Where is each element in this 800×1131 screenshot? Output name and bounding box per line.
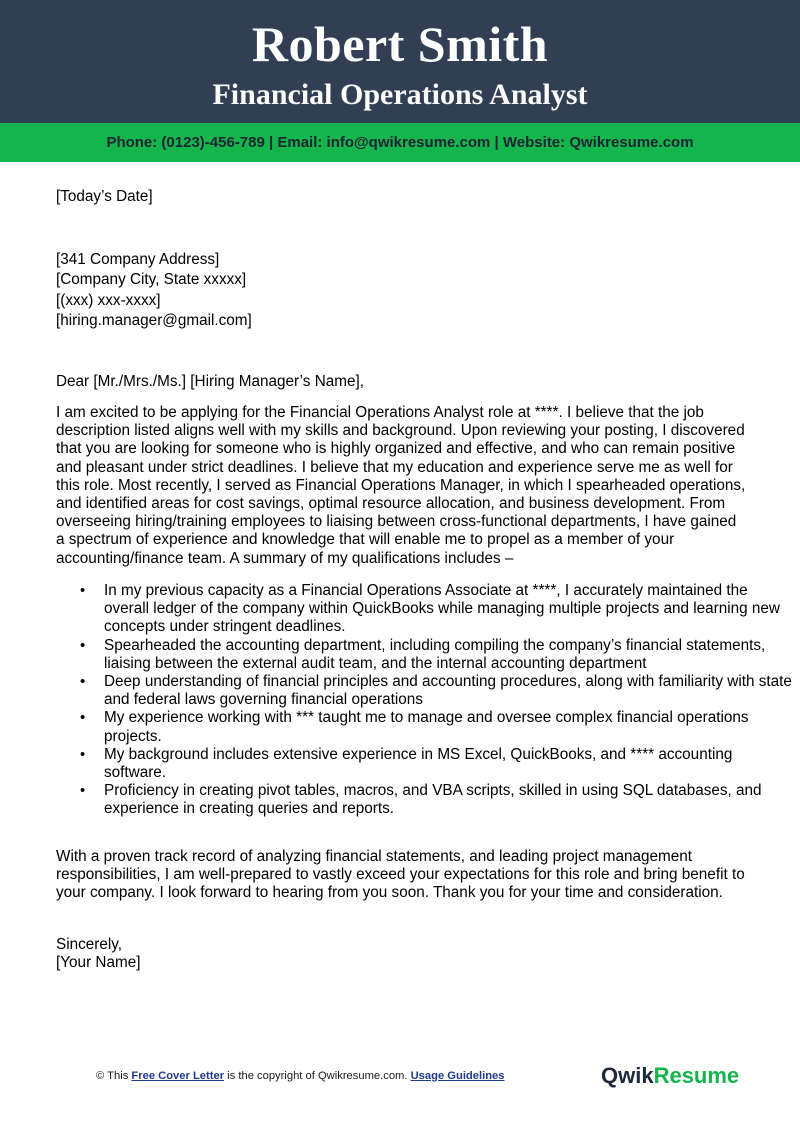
list-item-text: My background includes extensive experience in MS Excel, QuickBooks, and **** accounting software. — [104, 745, 733, 782]
list-item — [80, 782, 794, 818]
letter-date: [Today’s Date] — [56, 188, 153, 205]
address-line: [hiring.manager@gmail.com] — [56, 312, 252, 330]
list-item — [80, 582, 794, 637]
list-item-text: Proficiency in creating pivot tables, macros, and VBA scripts, skilled in using SQL databases, and experience in creating queries and reports. — [104, 782, 762, 818]
brand-logo-part2: Resume — [653, 1063, 740, 1088]
greeting: Dear [Mr./Mrs./Ms.] [Hiring Manager’s Name], — [56, 373, 364, 390]
list-item — [80, 636, 794, 673]
copyright-middle: is the copyright of Qwikresume.com. — [224, 1070, 411, 1082]
brand-logo — [601, 1062, 739, 1090]
list-item-text: Deep understanding of financial principles and accounting procedures, along with familiarity with state and federal laws governing financial operations — [104, 673, 792, 709]
qualifications-list — [56, 582, 794, 819]
letter-header — [0, 0, 800, 123]
bullet-icon: • — [80, 709, 86, 727]
closing-paragraph: With a proven track record of analyzing financial statements, and leading project management responsibilities, I am well-prepared to vastly exceed your expectations for this role and bring benefit to your company. I look forward to hearing from you soon. Thank you for your time and consideration. — [56, 848, 745, 902]
bullet-icon: • — [80, 582, 86, 599]
intro-paragraph: I am excited to be applying for the Financial Operations Analyst role at ****. I believe that the job description listed aligns well with my skills and background. Upon reviewing your posting, I discovered that you are looking for someone who is highly organized and effective, and who can remain positive and pleasant under strict deadlines. I believe that my education and experience serve me as well for this role. Most recently, I served as Financial Operations Manager, in which I spearheaded operations, and identified areas for cost savings, optimal resource allocation, and business development. From overseeing hiring/training employees to liaising between cross-functional departments, I have gained a spectrum of experience and knowledge that will enable me to propel as a member of your accounting/finance team. A summary of my qualifications includes – — [56, 404, 746, 567]
signature: [Your Name] — [56, 954, 141, 972]
list-item — [80, 709, 794, 745]
copyright-note — [96, 1070, 504, 1082]
list-item-text: Spearheaded the accounting department, including compiling the company’s financial statements, liaising between the external audit team, and the internal accounting department — [104, 636, 766, 672]
list-item — [80, 745, 794, 782]
applicant-name: Robert Smith — [251, 16, 549, 72]
usage-guidelines-link[interactable]: Usage Guidelines — [410, 1070, 505, 1082]
contact-bar — [0, 123, 800, 162]
bullet-icon: • — [80, 673, 86, 691]
brand-logo-part1: Qwik — [601, 1063, 654, 1088]
copyright-prefix: © This — [96, 1070, 132, 1082]
list-item-text: In my previous capacity as a Financial Operations Associate at ****, I accurately maintained the overall ledger of the company within QuickBooks while managing multiple projects and learning new concepts under stringent deadlines. — [104, 582, 780, 636]
list-item-text: My experience working with *** taught me to manage and oversee complex financial operations projects. — [104, 709, 749, 745]
address-line: [Company City, State xxxxx] — [56, 271, 247, 289]
job-title: Financial Operations Analyst — [212, 78, 588, 111]
address-line: [(xxx) xxx-xxxx] — [56, 291, 161, 309]
contact-info: Phone: (0123)-456-789 | Email: info@qwikresume.com | Website: Qwikresume.com — [106, 134, 694, 151]
bullet-icon: • — [80, 782, 86, 800]
sign-off: Sincerely, — [56, 936, 123, 953]
free-cover-letter-link[interactable]: Free Cover Letter — [131, 1070, 225, 1082]
address-line: [341 Company Address] — [56, 251, 220, 268]
sign-off-block — [56, 936, 746, 972]
bullet-icon: • — [80, 745, 86, 763]
recipient-address — [56, 251, 746, 333]
bullet-icon: • — [80, 636, 86, 654]
list-item — [80, 673, 794, 709]
